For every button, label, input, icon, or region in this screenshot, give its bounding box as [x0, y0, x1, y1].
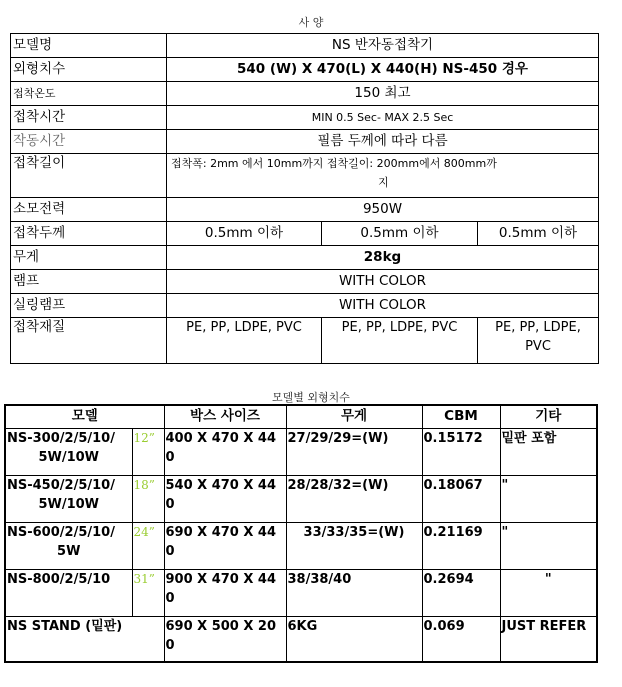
model-line2: 5W/10W: [38, 449, 100, 465]
models-caption: 모델별 외형치수: [272, 391, 350, 404]
spec-row-length: [11, 154, 599, 198]
box-line2: 0: [165, 637, 175, 653]
spec-label: 접착시간: [11, 106, 167, 130]
box-line1: 540 X 470 X 44: [165, 477, 277, 493]
weight-cell: 28/28/32=(W): [286, 475, 422, 522]
spec-label: 외형치수: [11, 58, 167, 82]
etc-cell: ": [500, 475, 597, 522]
spec-value: 540 (W) X 470(L) X 440(H) NS-450 경우: [167, 58, 599, 82]
cbm-cell: 0.15172: [422, 428, 500, 475]
models-header-row: [5, 405, 597, 428]
spec-value: 필름 두께에 따라 다름: [167, 130, 599, 154]
etc-cell: ": [500, 522, 597, 569]
table-row: [5, 569, 597, 616]
box-line1: 400 X 470 X 44: [165, 430, 277, 446]
header-weight: 무게: [286, 405, 422, 428]
spec-row-material: [11, 318, 599, 364]
model-cell: [5, 475, 132, 522]
weight-cell: 33/33/35=(W): [286, 522, 422, 569]
spec-value: WITH COLOR: [167, 294, 599, 318]
model-line2: 5W: [57, 543, 81, 559]
spec-value: 950W: [167, 198, 599, 222]
spec-caption: 사 양: [298, 16, 324, 29]
spec-value: [478, 318, 599, 364]
spec-value: 0.5mm 이하: [322, 222, 478, 246]
inch-cell: 31”: [132, 569, 164, 616]
spec-row-operate: [11, 130, 599, 154]
box-line2: 0: [165, 543, 175, 559]
header-etc: 기타: [500, 405, 597, 428]
cbm-cell: 0.069: [422, 616, 500, 662]
spec-label: 접착재질: [11, 318, 167, 364]
spec-label: 접착두께: [11, 222, 167, 246]
model-cell: [5, 428, 132, 475]
spec-table: [10, 33, 599, 364]
box-line1: 690 X 470 X 44: [165, 524, 277, 540]
spec-label: 접착길이: [11, 154, 167, 198]
model-cell: NS STAND (밑판): [5, 616, 164, 662]
etc-cell: ": [500, 569, 597, 616]
spec-row-weight: [11, 246, 599, 270]
box-cell: [164, 616, 286, 662]
cbm-cell: 0.2694: [422, 569, 500, 616]
box-cell: [164, 475, 286, 522]
box-line1: 690 X 500 X 20: [165, 618, 277, 634]
table-row: [5, 616, 597, 662]
model-line2: 5W/10W: [38, 496, 100, 512]
spec-value: 150 최고: [167, 82, 599, 106]
inch-cell: 24”: [132, 522, 164, 569]
spec-value: 0.5mm 이하: [167, 222, 322, 246]
model-line1: NS-450/2/5/10/: [7, 477, 115, 493]
weight-cell: 6KG: [286, 616, 422, 662]
spec-row-power: [11, 198, 599, 222]
spec-value-line1: PE, PP, LDPE,: [495, 320, 581, 335]
spec-value: PE, PP, LDPE, PVC: [322, 318, 478, 364]
model-line1: NS-300/2/5/10/: [7, 430, 115, 446]
table-row: [5, 428, 597, 475]
spec-row-time: [11, 106, 599, 130]
model-line1: NS-800/2/5/10: [7, 571, 111, 587]
spec-value: NS 반자동접착기: [167, 34, 599, 58]
header-model: 모델: [5, 405, 164, 428]
spec-row-thickness: [11, 222, 599, 246]
spec-value-line2: PVC: [525, 339, 551, 354]
spec-row-temp: [11, 82, 599, 106]
box-line1: 900 X 470 X 44: [165, 571, 277, 587]
spec-row-lamp: [11, 270, 599, 294]
cbm-cell: 0.18067: [422, 475, 500, 522]
box-line2: 0: [165, 496, 175, 512]
spec-value: WITH COLOR: [167, 270, 599, 294]
inch-cell: 18”: [132, 475, 164, 522]
weight-cell: 38/38/40: [286, 569, 422, 616]
spec-value: MIN 0.5 Sec- MAX 2.5 Sec: [167, 106, 599, 130]
etc-cell: 밑판 포함: [500, 428, 597, 475]
spec-label: 실링램프: [11, 294, 167, 318]
spec-label: 작동시간: [11, 130, 167, 154]
header-box: 박스 사이즈: [164, 405, 286, 428]
spec-label: 소모전력: [11, 198, 167, 222]
weight-cell: 27/29/29=(W): [286, 428, 422, 475]
spec-label: 모델명: [11, 34, 167, 58]
box-line2: 0: [165, 449, 175, 465]
box-cell: [164, 522, 286, 569]
model-line1: NS-600/2/5/10/: [7, 524, 115, 540]
spec-row-seal-lamp: [11, 294, 599, 318]
box-cell: [164, 569, 286, 616]
spec-row-size: [11, 58, 599, 82]
spec-label: 접착온도: [11, 82, 167, 106]
header-cbm: CBM: [422, 405, 500, 428]
model-cell: [5, 522, 132, 569]
spec-value-line2: 지: [378, 176, 389, 189]
inch-cell: 12”: [132, 428, 164, 475]
spec-value: 28kg: [167, 246, 599, 270]
box-cell: [164, 428, 286, 475]
spec-value: [167, 154, 599, 198]
spec-label: 무게: [11, 246, 167, 270]
spec-value: PE, PP, LDPE, PVC: [167, 318, 322, 364]
spec-label: 램프: [11, 270, 167, 294]
model-cell: [5, 569, 132, 616]
spec-row-model: [11, 34, 599, 58]
cbm-cell: 0.21169: [422, 522, 500, 569]
models-table: [4, 404, 598, 663]
box-line2: 0: [165, 590, 175, 606]
table-row: [5, 475, 597, 522]
table-row: [5, 522, 597, 569]
spec-value: 0.5mm 이하: [478, 222, 599, 246]
etc-cell: JUST REFER: [500, 616, 597, 662]
spec-value-line1: 접착폭: 2mm 에서 10mm까지 접착길이: 200mm에서 800mm까: [171, 157, 497, 170]
